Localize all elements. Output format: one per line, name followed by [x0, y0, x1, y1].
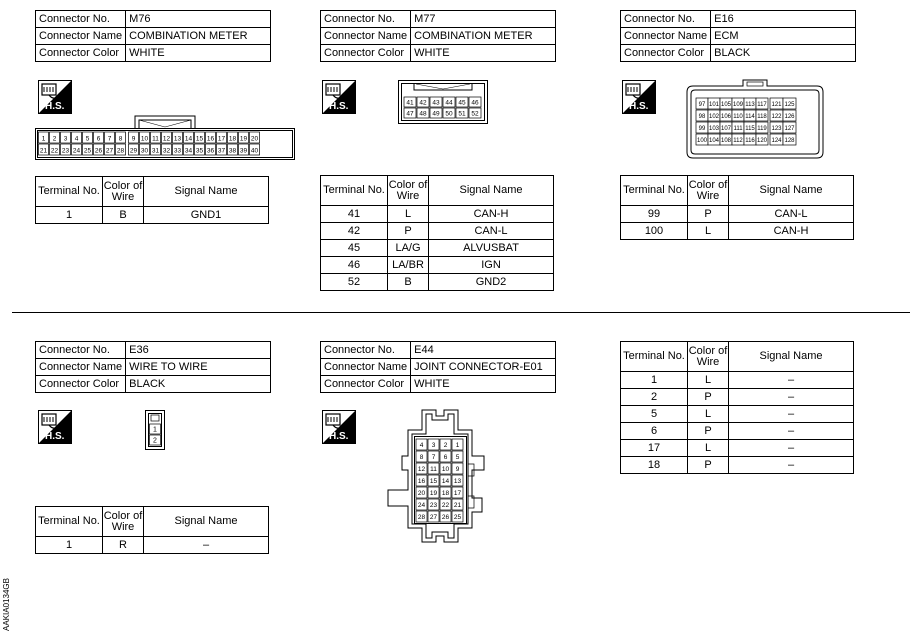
pin-number: 120	[756, 138, 768, 144]
terminal-no-header: Terminal No.	[321, 176, 388, 206]
pin-number: 11	[430, 466, 437, 473]
hs-label: H.S.	[629, 101, 649, 112]
color-of-wire-header-line2: Wire	[396, 189, 420, 202]
pin-number: 45	[458, 99, 466, 107]
signal-name: –	[729, 389, 854, 406]
signal-name: CAN-L	[429, 223, 554, 240]
pin-number: 114	[745, 114, 755, 120]
connector-name-label: Connector Name	[621, 28, 711, 45]
signal-name: –	[729, 440, 854, 457]
pin-number: 7	[107, 135, 112, 143]
terminal-no: 1	[621, 372, 688, 389]
pin-number: 128	[784, 138, 795, 144]
wire-color: LA/G	[388, 240, 429, 257]
signal-name-header: Signal Name	[429, 176, 554, 206]
connector-face-m76	[35, 112, 295, 162]
pin-number: 20	[250, 135, 259, 143]
wire-color: P	[688, 457, 729, 474]
pin-number: 126	[784, 114, 795, 120]
terminal-no-header: Terminal No.	[621, 342, 688, 372]
pin-number: 6	[96, 135, 101, 143]
wire-color: P	[388, 223, 429, 240]
connector-no-value: E16	[711, 11, 856, 28]
pin-number: 23	[429, 502, 438, 509]
terminal-no: 42	[321, 223, 388, 240]
pin-number: 26	[94, 147, 103, 155]
pin-number: 14	[441, 478, 450, 485]
terminal-no: 46	[321, 257, 388, 274]
connector-color-value: WHITE	[411, 376, 556, 393]
pin-number: 13	[453, 478, 462, 485]
table-row	[321, 240, 554, 257]
pin-number: 1	[41, 135, 46, 143]
connector-name-value: ECM	[711, 28, 856, 45]
pin-number: 1	[455, 442, 460, 449]
pin-number: 2	[153, 437, 157, 445]
signal-name: GND1	[144, 207, 269, 224]
pin-number: 51	[458, 110, 466, 118]
terminal-no-header: Terminal No.	[36, 177, 103, 207]
terminal-table-m77	[320, 175, 554, 291]
connector-color-label: Connector Color	[321, 45, 411, 62]
pin-number: 103	[708, 126, 720, 132]
pin-number: 123	[771, 126, 782, 132]
connector-color-label: Connector Color	[321, 376, 411, 393]
color-of-wire-header	[688, 176, 729, 206]
terminal-no: 5	[621, 406, 688, 423]
pin-number: 42	[419, 99, 427, 107]
hs-label: H.S.	[45, 431, 65, 442]
signal-name: CAN-H	[729, 223, 854, 240]
connector-no-label: Connector No.	[36, 11, 126, 28]
connector-color-value: WHITE	[411, 45, 556, 62]
pin-number: 29	[129, 147, 138, 155]
color-of-wire-header-line1: Color of	[103, 179, 143, 192]
pin-number: 118	[757, 114, 767, 120]
wire-color: P	[688, 423, 729, 440]
table-row	[621, 389, 854, 406]
hs-harness-side-icon	[622, 80, 656, 114]
signal-name: ALVUSBAT	[429, 240, 554, 257]
table-row	[36, 537, 269, 554]
pin-number: 104	[708, 138, 720, 144]
wire-color: B	[388, 274, 429, 291]
connector-name-value: COMBINATION METER	[126, 28, 271, 45]
connector-name-label: Connector Name	[321, 359, 411, 376]
connector-name-label: Connector Name	[36, 28, 126, 45]
connector-name-value: JOINT CONNECTOR-E01	[411, 359, 556, 376]
table-row	[621, 457, 854, 474]
wire-color: R	[103, 537, 144, 554]
pin-number: 27	[105, 147, 114, 155]
terminal-no-header: Terminal No.	[36, 507, 103, 537]
pin-number: 98	[698, 114, 706, 120]
connector-name-value: WIRE TO WIRE	[126, 359, 271, 376]
pin-number: 8	[118, 135, 123, 143]
pin-number: 109	[732, 102, 744, 108]
pin-number: 18	[228, 135, 237, 143]
connector-face-e16	[683, 78, 827, 162]
pin-number: 2	[443, 442, 448, 449]
pin-number: 127	[784, 126, 795, 132]
connector-no-label: Connector No.	[36, 342, 126, 359]
signal-name-header: Signal Name	[144, 177, 269, 207]
wire-color: L	[688, 406, 729, 423]
connector-face-m77	[398, 80, 488, 124]
terminal-no: 17	[621, 440, 688, 457]
signal-name-header: Signal Name	[144, 507, 269, 537]
connector-info-e36	[35, 341, 271, 393]
table-row	[621, 440, 854, 457]
pin-number: 52	[471, 110, 479, 118]
hs-harness-side-icon	[38, 80, 72, 114]
color-of-wire-header	[388, 176, 429, 206]
pin-number: 10	[140, 135, 149, 143]
table-row	[321, 206, 554, 223]
connector-color-value: WHITE	[126, 45, 271, 62]
pin-number: 12	[417, 466, 426, 473]
connector-info-e16	[620, 10, 856, 62]
pin-number: 32	[162, 147, 171, 155]
hs-harness-side-icon	[322, 80, 356, 114]
pin-number: 17	[217, 135, 226, 143]
terminal-no: 1	[36, 537, 103, 554]
terminal-no: 45	[321, 240, 388, 257]
color-of-wire-header-line1: Color of	[688, 178, 728, 191]
pin-number: 105	[720, 102, 732, 108]
wire-color: L	[388, 206, 429, 223]
pin-number: 28	[417, 514, 426, 521]
connector-no-value: M77	[411, 11, 556, 28]
pin-number: 122	[771, 114, 782, 120]
color-of-wire-header	[103, 177, 144, 207]
pin-number: 115	[745, 126, 755, 132]
pin-number: 110	[733, 114, 743, 120]
pin-number: 9	[455, 466, 460, 473]
wire-color: L	[688, 440, 729, 457]
connector-name-label: Connector Name	[321, 28, 411, 45]
pin-number: 49	[432, 110, 440, 118]
pin-number: 44	[445, 99, 453, 107]
pin-number: 101	[708, 102, 720, 108]
connector-info-m76	[35, 10, 271, 62]
figure-id: AAKIA0134GB	[1, 578, 11, 631]
signal-name-header: Signal Name	[729, 342, 854, 372]
pin-number: 100	[696, 138, 708, 144]
connector-color-value: BLACK	[126, 376, 271, 393]
terminal-no: 6	[621, 423, 688, 440]
pin-number: 4	[419, 442, 424, 449]
pin-number: 16	[206, 135, 215, 143]
pin-number: 36	[206, 147, 215, 155]
pin-number: 48	[419, 110, 427, 118]
pin-number: 1	[153, 426, 157, 434]
pin-number: 121	[771, 102, 782, 108]
pin-number: 116	[745, 138, 755, 144]
connector-no-label: Connector No.	[621, 11, 711, 28]
table-row	[621, 206, 854, 223]
hs-label: H.S.	[329, 101, 349, 112]
connector-name-value: COMBINATION METER	[411, 28, 556, 45]
signal-name: –	[144, 537, 269, 554]
color-of-wire-header-line1: Color of	[103, 509, 143, 522]
pin-number: 27	[429, 514, 438, 521]
pin-number: 102	[708, 114, 720, 120]
pin-number: 99	[698, 126, 706, 132]
connector-face-e44	[384, 406, 496, 546]
terminal-no: 1	[36, 207, 103, 224]
pin-number: 31	[151, 147, 160, 155]
hs-label: H.S.	[329, 431, 349, 442]
pin-number: 50	[445, 110, 453, 118]
terminal-no: 100	[621, 223, 688, 240]
pin-number: 39	[239, 147, 248, 155]
connector-no-value: E36	[126, 342, 271, 359]
pin-number: 20	[417, 490, 426, 497]
table-row	[621, 406, 854, 423]
pin-number: 97	[698, 102, 706, 108]
terminal-table-e36	[35, 506, 269, 554]
table-row	[36, 207, 269, 224]
pin-number: 43	[432, 99, 440, 107]
pin-number: 16	[417, 478, 426, 485]
terminal-no: 41	[321, 206, 388, 223]
wire-color: P	[688, 206, 729, 223]
terminal-table-e44	[620, 341, 854, 474]
wire-color: L	[688, 223, 729, 240]
pin-number: 22	[50, 147, 59, 155]
connector-no-label: Connector No.	[321, 11, 411, 28]
pin-number: 13	[173, 135, 182, 143]
color-of-wire-header	[103, 507, 144, 537]
pin-number: 112	[733, 138, 743, 144]
signal-name: –	[729, 457, 854, 474]
wire-color: L	[688, 372, 729, 389]
connector-color-label: Connector Color	[36, 376, 126, 393]
connector-color-label: Connector Color	[621, 45, 711, 62]
pin-number: 19	[239, 135, 248, 143]
pin-number: 3	[63, 135, 68, 143]
pin-number: 21	[453, 502, 462, 509]
pin-number: 125	[784, 102, 795, 108]
pin-number: 117	[757, 102, 767, 108]
terminal-no: 99	[621, 206, 688, 223]
signal-name: –	[729, 423, 854, 440]
pin-number: 38	[228, 147, 237, 155]
pin-number: 35	[195, 147, 204, 155]
connector-no-value: M76	[126, 11, 271, 28]
hs-harness-side-icon	[38, 410, 72, 444]
pin-number: 111	[733, 126, 743, 132]
pin-number: 17	[453, 490, 462, 497]
pin-number: 18	[441, 490, 450, 497]
pin-number: 30	[140, 147, 149, 155]
pin-number: 19	[429, 490, 438, 497]
connector-info-e44	[320, 341, 556, 393]
table-row	[321, 274, 554, 291]
signal-name: GND2	[429, 274, 554, 291]
color-of-wire-header-line2: Wire	[696, 355, 720, 368]
pin-number: 24	[417, 502, 426, 509]
connector-no-label: Connector No.	[321, 342, 411, 359]
connector-name-label: Connector Name	[36, 359, 126, 376]
color-of-wire-header-line2: Wire	[111, 190, 135, 203]
pin-number: 23	[61, 147, 70, 155]
pin-number: 46	[471, 99, 479, 107]
table-row	[321, 223, 554, 240]
terminal-no: 52	[321, 274, 388, 291]
pin-number: 41	[406, 99, 414, 107]
wire-color: P	[688, 389, 729, 406]
pin-number: 10	[441, 466, 450, 473]
pin-number: 33	[173, 147, 182, 155]
pin-number: 108	[720, 138, 732, 144]
pin-number: 14	[184, 135, 193, 143]
terminal-no: 2	[621, 389, 688, 406]
pin-number: 40	[250, 147, 259, 155]
pin-number: 4	[74, 135, 79, 143]
hs-harness-side-icon	[322, 410, 356, 444]
terminal-table-e16	[620, 175, 854, 240]
pin-number: 106	[720, 114, 732, 120]
pin-number: 12	[162, 135, 171, 143]
signal-name: –	[729, 406, 854, 423]
hs-label: H.S.	[45, 101, 65, 112]
color-of-wire-header-line2: Wire	[696, 189, 720, 202]
pin-number: 113	[745, 102, 755, 108]
signal-name: CAN-H	[429, 206, 554, 223]
pin-number: 22	[441, 502, 450, 509]
signal-name-header: Signal Name	[729, 176, 854, 206]
color-of-wire-header-line1: Color of	[688, 344, 728, 357]
wire-color: B	[103, 207, 144, 224]
pin-number: 8	[419, 454, 424, 461]
connector-face-e36	[145, 410, 165, 450]
pin-number: 21	[39, 147, 48, 155]
table-row	[321, 257, 554, 274]
signal-name: CAN-L	[729, 206, 854, 223]
pin-number: 5	[85, 135, 90, 143]
color-of-wire-header	[688, 342, 729, 372]
pin-number: 5	[455, 454, 460, 461]
pin-number: 28	[116, 147, 125, 155]
table-row	[621, 223, 854, 240]
connector-color-value: BLACK	[711, 45, 856, 62]
pin-number: 34	[184, 147, 193, 155]
terminal-table-m76	[35, 176, 269, 224]
color-of-wire-header-line2: Wire	[111, 520, 135, 533]
pin-number: 25	[83, 147, 92, 155]
pin-number: 24	[72, 147, 81, 155]
pin-number: 119	[757, 126, 767, 132]
connector-info-m77	[320, 10, 556, 62]
signal-name: IGN	[429, 257, 554, 274]
pin-number: 107	[720, 126, 732, 132]
signal-name: –	[729, 372, 854, 389]
pin-number: 15	[195, 135, 204, 143]
pin-number: 25	[453, 514, 462, 521]
table-row	[621, 372, 854, 389]
section-divider	[12, 312, 910, 313]
color-of-wire-header-line1: Color of	[388, 178, 428, 191]
connector-no-value: E44	[411, 342, 556, 359]
connector-color-label: Connector Color	[36, 45, 126, 62]
terminal-no: 18	[621, 457, 688, 474]
pin-number: 9	[131, 135, 136, 143]
pin-number: 3	[431, 442, 436, 449]
wire-color: LA/BR	[388, 257, 429, 274]
pin-number: 37	[217, 147, 226, 155]
pin-number: 6	[443, 454, 448, 461]
pin-number: 26	[441, 514, 450, 521]
pin-number: 47	[406, 110, 414, 118]
terminal-no-header: Terminal No.	[621, 176, 688, 206]
pin-number: 2	[52, 135, 57, 143]
pin-number: 15	[429, 478, 438, 485]
pin-number: 124	[771, 138, 782, 144]
pin-number: 7	[431, 454, 436, 461]
pin-number: 11	[152, 135, 159, 143]
table-row	[621, 423, 854, 440]
